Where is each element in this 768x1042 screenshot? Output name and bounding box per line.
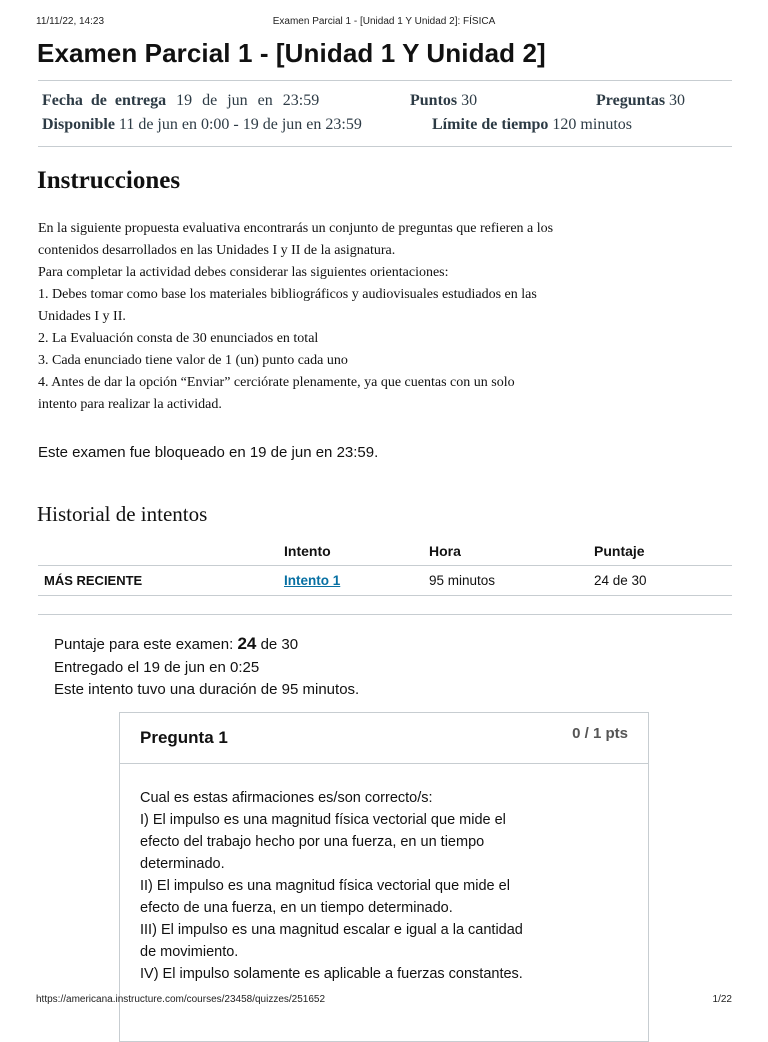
- instruction-line: 4. Antes de dar la opción “Enviar” cerciórate plenamente, ya que cuentas con un solo: [38, 375, 515, 390]
- instruction-line: 2. La Evaluación consta de 30 enunciados en total: [38, 331, 319, 346]
- question-line: efecto de una fuerza, en un tiempo determinado.: [140, 900, 453, 916]
- question-line: Cual es estas afirmaciones es/son correcto/s:: [140, 790, 433, 806]
- available-value: 11 de jun en 0:00 - 19 de jun en 23:59: [118, 116, 362, 133]
- instruction-line: Unidades I y II.: [38, 309, 126, 324]
- column-header: Hora: [423, 537, 588, 566]
- question-card: [119, 712, 649, 1042]
- instruction-line: 1. Debes tomar como base los materiales bibliográficos y audiovisuales estudiados en las: [38, 287, 537, 302]
- score-prefix: Puntaje para este examen:: [54, 636, 234, 653]
- instruction-line: contenidos desarrollados en las Unidades I y II de la asignatura.: [38, 243, 396, 258]
- attempt-link[interactable]: Intento 1: [284, 573, 341, 588]
- table-header-row: [38, 537, 732, 566]
- attempt-cell: [278, 566, 423, 596]
- score-value: 24: [237, 634, 257, 653]
- instruction-line: intento para realizar la actividad.: [38, 397, 222, 412]
- time-limit-value: 120 minutos: [552, 116, 632, 133]
- question-line: III) El impulso es una magnitud escalar e igual a la cantidad: [140, 922, 523, 938]
- page-title: Examen Parcial 1 - [Unidad 1 Y Unidad 2]: [37, 38, 546, 68]
- attempt-history-table: [38, 537, 732, 596]
- due-label: Fecha de entrega: [42, 92, 167, 109]
- print-datetime: 11/11/22, 14:23: [36, 16, 105, 27]
- submitted-text: Entregado el 19 de jun en 0:25: [54, 659, 260, 676]
- print-url: https://americana.instructure.com/courses/23458/quizzes/251652: [36, 994, 326, 1005]
- column-header: Intento: [278, 537, 423, 566]
- column-header: Puntaje: [588, 537, 732, 566]
- duration-text: Este intento tuvo una duración de 95 minutos.: [54, 681, 360, 698]
- question-line: II) El impulso es una magnitud física vectorial que mide el: [140, 878, 510, 894]
- question-line: IV) El impulso solamente es aplicable a fuerzas constantes.: [140, 966, 523, 982]
- questions-label: Preguntas: [596, 92, 666, 109]
- score-summary: [54, 634, 298, 654]
- meta-questions: [596, 92, 685, 110]
- meta-points: [410, 92, 477, 110]
- question-body: [140, 787, 560, 985]
- available-label: Disponible: [42, 116, 115, 133]
- question-line: de movimiento.: [140, 944, 239, 960]
- attempt-score: 24 de 30: [588, 566, 732, 596]
- meta-due: [42, 92, 319, 110]
- locked-notice: Este examen fue bloqueado en 19 de jun en 23:59.: [38, 444, 379, 461]
- question-header: [120, 713, 648, 764]
- attempt-time: 95 minutos: [423, 566, 588, 596]
- instruction-line: 3. Cada enunciado tiene valor de 1 (un) punto cada uno: [38, 353, 348, 368]
- divider: [38, 146, 732, 147]
- instruction-line: En la siguiente propuesta evaluativa encontrarás un conjunto de preguntas que refieren a los: [38, 221, 554, 236]
- question-points: 0 / 1 pts: [572, 725, 628, 742]
- table-row: [38, 566, 732, 596]
- questions-value: 30: [669, 92, 686, 109]
- points-label: Puntos: [410, 92, 458, 109]
- attempt-label: MÁS RECIENTE: [38, 566, 278, 596]
- meta-time-limit: [432, 116, 632, 134]
- print-page-number: 1/22: [712, 994, 732, 1005]
- history-heading: Historial de intentos: [37, 502, 208, 526]
- column-header: [38, 537, 278, 566]
- print-doc-title: Examen Parcial 1 - [Unidad 1 Y Unidad 2]: FÍSICA: [272, 16, 496, 27]
- question-line: I) El impulso es una magnitud física vectorial que mide el: [140, 812, 506, 828]
- meta-available: [42, 116, 362, 134]
- question-title: Pregunta 1: [140, 728, 228, 747]
- question-line: determinado.: [140, 856, 225, 872]
- question-line: efecto del trabajo hecho por una fuerza, en un tiempo: [140, 834, 485, 850]
- instructions-heading: Instrucciones: [37, 167, 181, 194]
- due-value: 19 de jun en 23:59: [176, 92, 320, 109]
- divider: [38, 80, 732, 81]
- instruction-line: Para completar la actividad debes considerar las siguientes orientaciones:: [38, 265, 449, 280]
- time-limit-label: Límite de tiempo: [432, 116, 549, 133]
- instructions-text: [38, 218, 618, 416]
- points-value: 30: [461, 92, 478, 109]
- divider: [38, 614, 732, 615]
- score-suffix: de 30: [260, 636, 299, 653]
